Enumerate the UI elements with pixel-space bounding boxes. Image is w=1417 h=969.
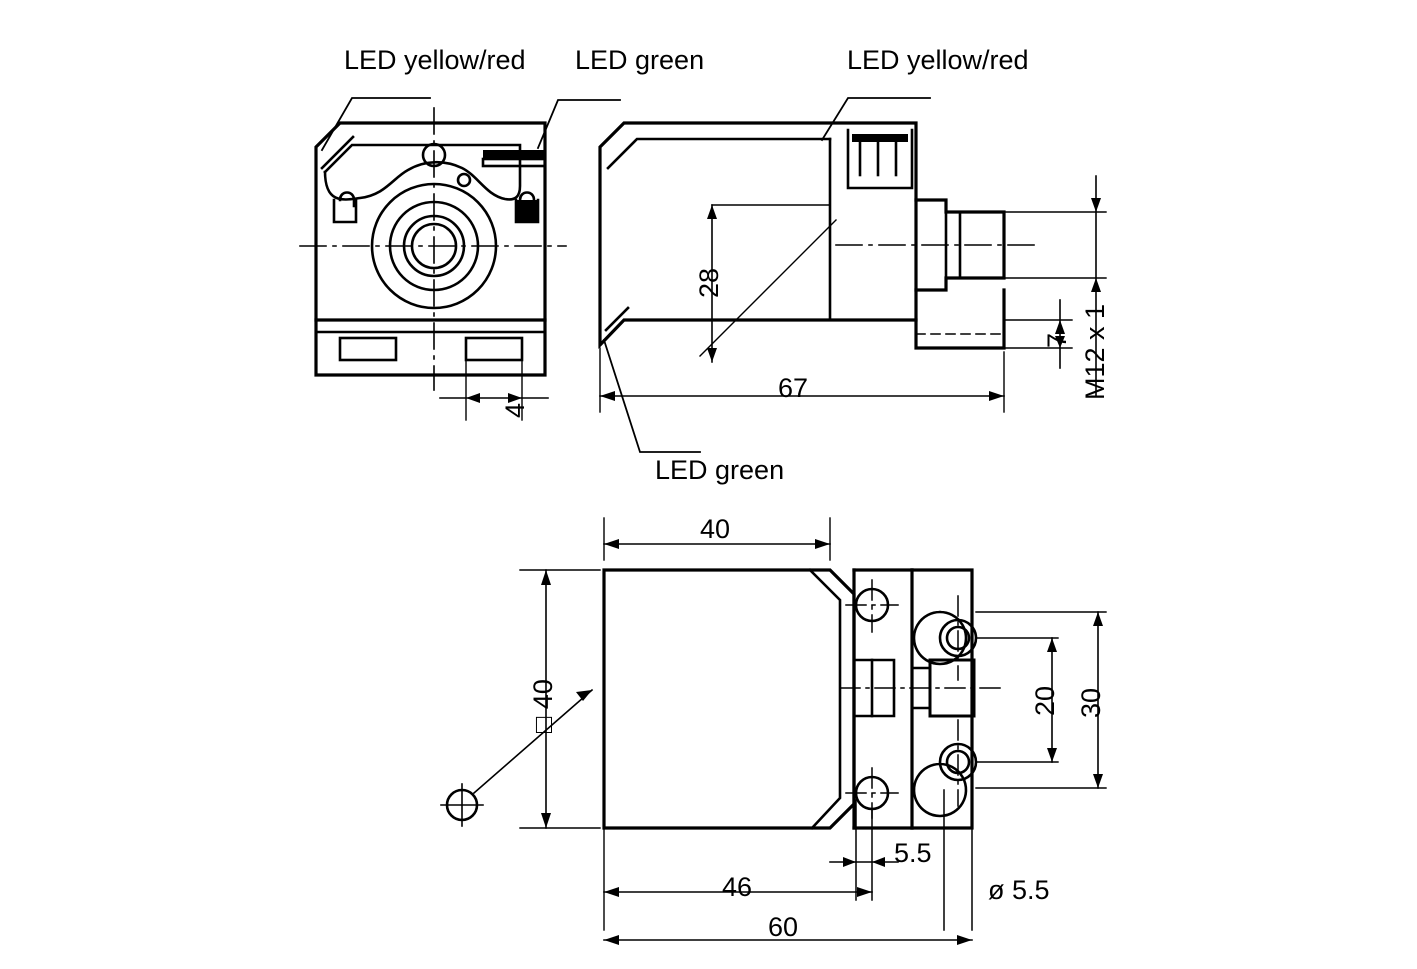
dim-side-67: 67 [778,373,809,403]
dim-top-30: 30 [1076,687,1106,718]
dim-top-square-40: □ 40 [528,679,558,733]
front-view [300,108,566,420]
dim-top-60: 60 [768,912,799,942]
dim-side-7: 7 [1042,332,1072,348]
side-view [600,123,1106,412]
dim-top-46: 46 [722,872,753,902]
dim-top-40: 40 [700,514,731,544]
label-led-green-top: LED green [575,45,705,75]
label-led-yellow-red-right: LED yellow/red [847,45,1029,75]
dim-top-20: 20 [1030,685,1060,716]
label-led-green-bottom: LED green [655,455,785,485]
dim-front-4: 4 [500,402,530,418]
dim-side-m12x1: M12 x 1 [1080,303,1110,400]
dim-top-hole-spacing: 5.5 [894,838,932,868]
dim-side-28: 28 [694,267,724,298]
dim-top-hole-diameter: ø 5.5 [988,875,1050,905]
label-led-yellow-red-left: LED yellow/red [344,45,526,75]
